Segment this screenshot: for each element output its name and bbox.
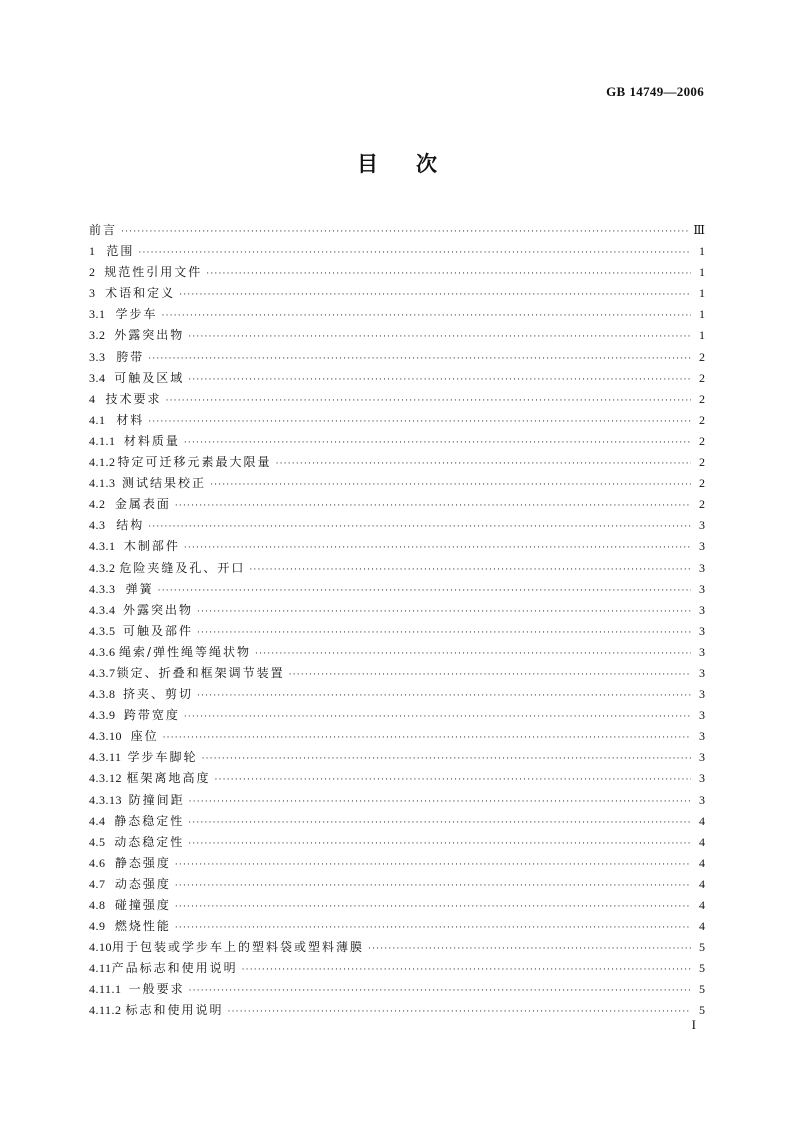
toc-entry[interactable] [89,811,705,832]
toc-entry[interactable] [89,473,705,494]
toc-entry[interactable] [89,705,705,726]
toc-entry[interactable] [89,747,705,768]
toc-entry-title: 跨带宽度 [123,708,180,723]
toc-entry-number: 4.3.12 [89,771,122,786]
toc-entry-page: 5 [699,961,705,976]
toc-leader-dots [202,749,691,770]
toc-entry[interactable] [89,958,705,979]
toc-entry-page: 4 [699,898,705,912]
toc-entry-title: 结构 [116,518,145,533]
toc-entry[interactable] [89,979,705,1000]
toc-entry[interactable] [89,515,705,536]
toc-entry-title: 产品标志和使用说明 [111,961,238,976]
toc-entry-title: 静态稳定性 [114,813,185,828]
toc-entry-page: 2 [699,476,705,491]
toc-entry-number: 1 [89,244,96,259]
toc-entry-page: 3 [699,729,705,744]
toc-leader-dots [249,560,691,581]
toc-entry[interactable] [89,431,705,452]
toc-entry[interactable] [89,389,705,410]
toc-entry[interactable] [89,895,705,916]
toc-entry-number: 4.6 [89,855,106,870]
standard-number: 14749—2006 [629,84,704,99]
toc-entry-number: 4.8 [89,898,106,912]
toc-leader-dots [175,855,691,876]
toc-entry-number: 4.3.9 [89,708,116,723]
toc-entry-title: 一般要求 [128,982,185,997]
toc-entry-page: 4 [699,834,705,849]
toc-entry[interactable] [89,621,705,642]
toc-entry-number: 4.3 [89,518,106,533]
toc-entry-page: 3 [699,665,705,680]
toc-entry-title: 外露突出物 [114,328,185,343]
toc-entry-title: 学步车脚轮 [127,750,198,765]
toc-entry-title: 燃烧性能 [114,919,171,934]
toc-entry-page: 2 [699,455,705,470]
toc-entry[interactable] [89,832,705,853]
toc-entry-number: 4.3.1 [89,539,116,554]
toc-leader-dots [197,686,691,707]
toc-leader-dots [197,623,691,644]
toc-entry-title: 特定可迁移元素最大限量 [117,455,272,470]
toc-entry-title: 座位 [130,729,159,744]
toc-entry-page: 3 [699,539,705,554]
toc-entry-title: 用于包装或学步车上的塑料袋或塑料薄膜 [112,940,365,955]
table-of-contents [89,220,705,1022]
toc-entry-page: 2 [699,412,705,427]
toc-entry-page: 5 [699,1003,705,1018]
toc-entry-number: 4 [89,391,96,406]
toc-entry-number: 4.3.10 [89,729,122,744]
toc-leader-dots [138,243,691,264]
toc-entry-number: 4.5 [89,834,106,849]
toc-entry-page: 2 [699,497,705,512]
toc-entry[interactable] [89,853,705,874]
toc-entry[interactable] [89,726,705,747]
toc-entry-page: 3 [699,792,705,807]
toc-entry[interactable] [89,579,705,600]
toc-entry-page: 3 [699,771,705,786]
toc-entry[interactable] [89,262,705,283]
toc-entry-number: 4.1 [89,412,106,427]
toc-entry-number: 4.3.6 [89,644,116,659]
toc-leader-dots [179,285,691,306]
toc-entry-number: 3.3 [89,349,106,364]
toc-leader-dots [189,792,691,813]
toc-entry-number: 4.11.1 [89,982,122,997]
toc-entry-page: 3 [699,560,705,575]
toc-entry-number: 4.4 [89,813,106,828]
toc-entry-page: 4 [699,855,705,870]
toc-entry-title: 框架离地高度 [126,771,211,786]
toc-leader-dots [184,433,691,454]
toc-leader-dots [184,707,691,728]
toc-leader-dots [184,538,691,559]
toc-entry-title: 学步车 [115,307,158,322]
toc-entry-number: 4.7 [89,876,106,891]
toc-entry[interactable] [89,241,705,262]
toc-entry-title: 可触及部件 [122,623,193,638]
toc-entry-page: 3 [699,708,705,723]
toc-entry-page: 2 [699,433,705,448]
toc-entry-page: 1 [699,244,705,259]
toc-entry-number: 4.3.13 [89,792,122,807]
toc-entry[interactable] [89,642,705,663]
toc-leader-dots [215,770,691,791]
toc-entry-title: 前言 [89,223,118,237]
page-title: 目次 [357,152,475,176]
toc-leader-dots [188,370,691,391]
toc-entry[interactable] [89,368,705,389]
toc-leader-dots [189,981,691,1002]
toc-leader-dots [166,391,691,412]
toc-entry[interactable] [89,684,705,705]
toc-entry[interactable] [89,916,705,937]
toc-entry-page: 3 [699,623,705,638]
toc-entry-number: 4.3.3 [89,581,116,596]
toc-entry-page: 4 [699,813,705,828]
toc-entry[interactable] [89,600,705,621]
toc-leader-dots [197,602,691,623]
toc-entry-number: 4.1.1 [89,433,116,448]
toc-leader-dots [188,327,691,348]
toc-entry-number: 4.2 [89,497,106,512]
toc-entry-title: 危险夹缝及孔、开口 [119,560,246,575]
document-code [606,84,704,100]
toc-entry-number: 4.1.3 [89,476,116,491]
toc-entry-title: 标志和使用说明 [125,1003,224,1018]
toc-entry-number: 4.9 [89,919,106,934]
toc-entry-page: 1 [699,328,705,343]
toc-entry[interactable] [89,1000,705,1021]
standard-prefix: GB [606,84,626,99]
toc-entry-title: 金属表面 [114,497,171,512]
toc-entry-number: 3.1 [89,307,106,322]
toc-leader-dots [175,496,691,517]
toc-entry[interactable] [89,558,705,579]
toc-entry[interactable] [89,874,705,895]
toc-leader-dots [148,517,691,538]
toc-entry-title: 弹簧 [125,581,154,596]
toc-entry-page: Ⅲ [693,223,705,237]
toc-entry-title: 碰撞强度 [114,898,171,912]
toc-leader-dots [210,475,691,496]
toc-entry-page: 1 [699,307,705,322]
toc-entry-title: 范围 [106,244,135,259]
toc-entry-number: 4.3.4 [89,602,116,617]
toc-entry-title: 挤夹、剪切 [122,687,193,702]
toc-leader-dots [175,918,691,939]
toc-entry[interactable] [89,790,705,811]
toc-entry-title: 外露突出物 [122,602,193,617]
toc-entry-page: 3 [699,518,705,533]
toc-entry-title: 规范性引用文件 [104,265,203,280]
toc-entry-title: 绳索/弹性绳等绳状物 [118,644,252,659]
toc-entry-number: 4.1.2 [89,455,116,470]
toc-entry-title: 可触及区域 [114,370,185,385]
toc-entry[interactable] [89,663,705,684]
toc-entry-number: 4.11.2 [89,1003,122,1018]
toc-entry-title: 防撞间距 [128,792,185,807]
toc-leader-dots [175,897,691,918]
toc-entry-title: 材料质量 [123,433,180,448]
toc-entry-page: 5 [699,940,705,955]
toc-entry-number: 4.11 [89,961,112,976]
toc-entry-number: 3 [89,286,96,301]
toc-entry-number: 4.10 [89,940,112,955]
toc-entry-page: 1 [699,286,705,301]
toc-entry[interactable] [89,220,705,241]
toc-leader-dots [163,728,691,749]
toc-entry[interactable] [89,283,705,304]
toc-leader-dots [148,349,691,370]
toc-leader-dots [148,412,691,433]
toc-entry-page: 3 [699,687,705,702]
toc-leader-dots [228,1002,691,1023]
toc-entry-page: 3 [699,602,705,617]
toc-entry-title: 测试结果校正 [122,476,207,491]
toc-entry[interactable] [89,347,705,368]
toc-entry-number: 3.2 [89,328,106,343]
toc-entry[interactable] [89,494,705,515]
toc-entry-page: 4 [699,876,705,891]
toc-entry-title: 动态强度 [114,876,171,891]
toc-entry-title: 锁定、折叠和框架调节装置 [116,665,285,680]
toc-leader-dots [188,834,691,855]
toc-leader-dots [255,644,691,665]
toc-entry-number: 4.3.5 [89,623,116,638]
toc-entry[interactable] [89,452,705,473]
toc-entry-title: 技术要求 [105,391,162,406]
toc-leader-dots [206,264,691,285]
toc-leader-dots [121,222,689,243]
toc-leader-dots [242,960,691,981]
toc-entry-title: 胯带 [116,349,145,364]
toc-entry-number: 4.3.2 [89,560,116,575]
toc-entry-page: 4 [699,919,705,934]
toc-entry-page: 5 [699,982,705,997]
toc-entry-number: 3.4 [89,370,106,385]
toc-leader-dots [276,454,691,475]
toc-entry-number: 4.3.7 [89,665,116,680]
toc-entry[interactable] [89,304,705,325]
toc-entry-number: 2 [89,265,96,280]
toc-entry-page: 2 [699,370,705,385]
toc-leader-dots [175,876,691,897]
toc-entry-title: 木制部件 [123,539,180,554]
toc-entry-number: 4.3.8 [89,687,116,702]
toc-entry[interactable] [89,325,705,346]
toc-leader-dots [188,813,691,834]
toc-entry-title: 动态稳定性 [114,834,185,849]
toc-leader-dots [158,581,691,602]
toc-entry-page: 2 [699,391,705,406]
toc-entry-number: 4.3.11 [89,750,122,765]
toc-entry[interactable] [89,937,705,958]
toc-entry-title: 材料 [116,412,145,427]
toc-entry-page: 3 [699,644,705,659]
toc-entry[interactable] [89,536,705,557]
toc-entry[interactable] [89,410,705,431]
page-number: I [691,1017,696,1032]
toc-entry[interactable] [89,768,705,789]
toc-entry-page: 3 [699,581,705,596]
toc-entry-page: 3 [699,750,705,765]
toc-entry-title: 静态强度 [114,855,171,870]
toc-entry-page: 1 [699,265,705,280]
toc-leader-dots [289,665,691,686]
toc-entry-page: 2 [699,349,705,364]
toc-leader-dots [162,306,691,327]
toc-leader-dots [368,939,691,960]
toc-entry-title: 术语和定义 [105,286,176,301]
